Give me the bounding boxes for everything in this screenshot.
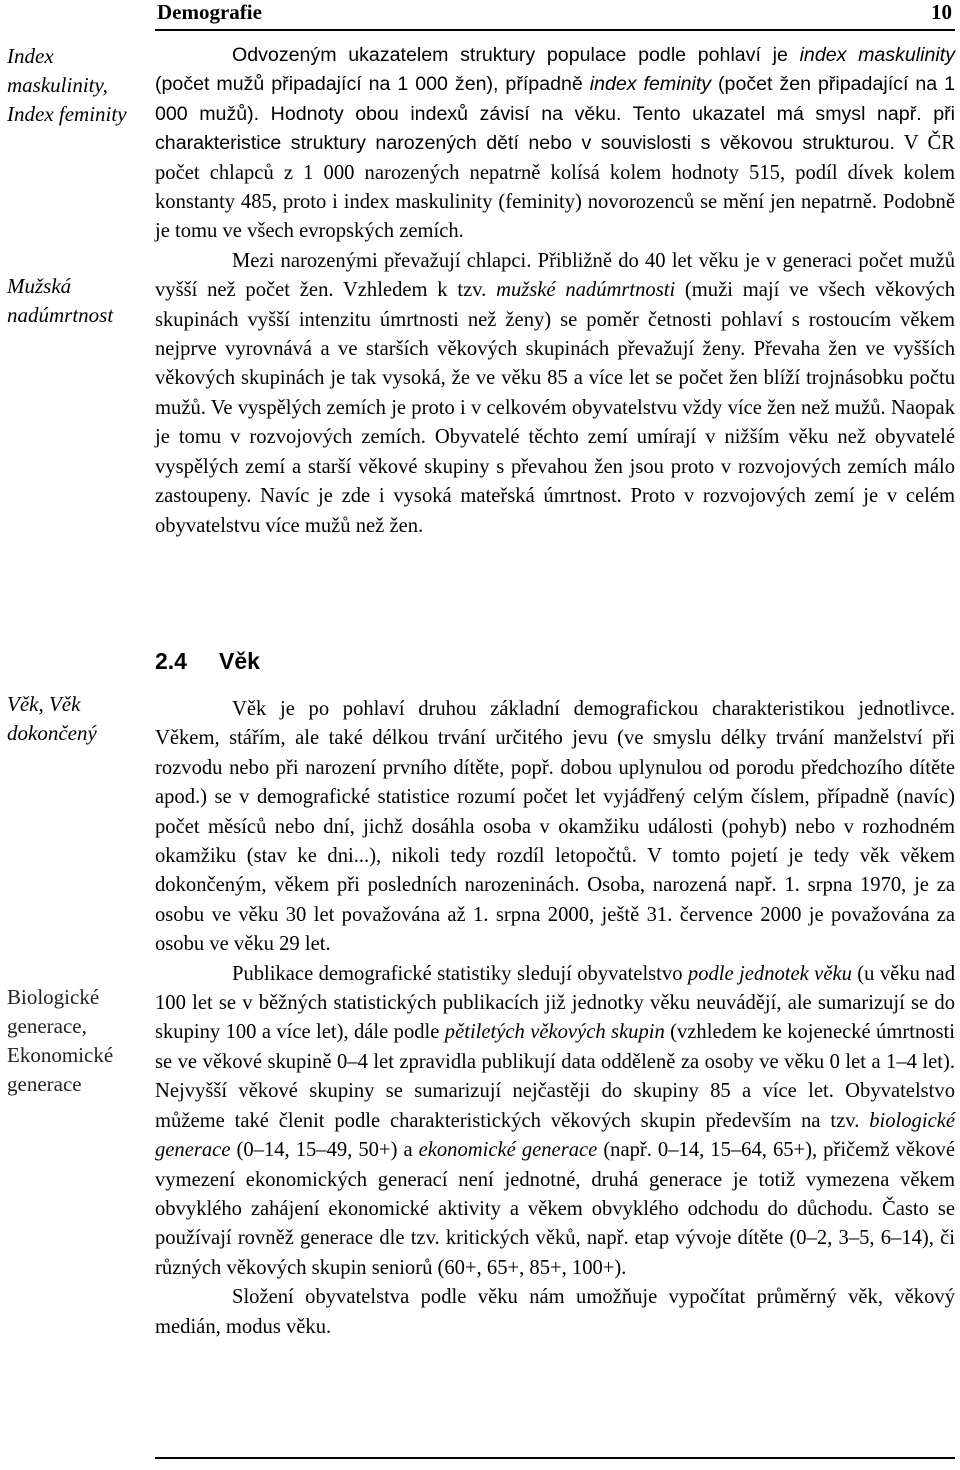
margin-note-age: Věk, Věk dokončený: [7, 692, 97, 745]
header-rule: [155, 29, 955, 31]
section-title: Věk: [219, 648, 260, 674]
paragraph: Odvozeným ukazatelem struktury populace podle pohlaví je index maskulinity (počet mužů připadající na 1 000 žen), případně index feminity (počet žen připadající na 1 000 mužů). Hodnoty obou indexů závisí na věku. Tento ukazatel má smysl např. při charakteristice struktury narozených dětí nebo v souvislosti s věkovou strukturou. V ČR počet chlapců z 1 000 narozených nepatrně kolísá kolem hodnoty 515, podíl dívek kolem konstanty 485, proto i index maskulinity (feminity) novorozenců se mění jen nepatrně. Podobně je tomu ve všech evropských zemích.: [155, 44, 955, 243]
term-five-year-groups: pětiletých věkových skupin: [444, 1021, 665, 1044]
term-biological-generations: biologické generace: [155, 1109, 955, 1162]
paragraph: Složení obyvatelstva podle věku nám umožňuje vypočítat průměrný věk, věkový medián, modus věku.: [155, 1286, 955, 1338]
paragraph: Publikace demografické statistiky sledují obyvatelstvo podle jednotek věku (u věku nad 100 let se v běžných statistických publikacích již jednotky věku neuvádějí, ale sumarizují se do skupiny 100 a více let), dále podle pětiletých věkových skupin (vzhledem ke kojenecké úmrtnosti se ve věkové skupině 0–4 let zpravidla publikují data odděleně za osoby ve věku 0 let a 1–4 let). Nejvyšší věkové skupiny se sumarizují nejčastěji do skupiny 85 a více let. Obyvatelstvo můžeme také členit podle charakteristických věkových skupin především na tzv. biologické generace (0–14, 15–49, 50+) a ekonomické generace (např. 0–14, 15–64, 65+), přičemž věkové vymezení ekonomických generací není jednotné, druhá generace je totiž vymezena věkem obvyklého zahájení ekonomické aktivity a věkem obvyklého odchodu do důchodu. Často se používají rovněž generace dle tzv. kritických věků, např. etap vývoje dítěte (0–2, 3–5, 6–14), či různých věkových skupin seniorů (60+, 65+, 85+, 100+).: [155, 962, 956, 1279]
margin-note-generations: Biologické generace, Ekonomické generace: [7, 985, 114, 1096]
term-age-units: podle jednotek věku: [687, 962, 852, 985]
term-male-mortality: mužské nadúmrtnosti: [496, 279, 676, 302]
section-number: 2.4: [155, 648, 187, 674]
section-1-body: [155, 41, 955, 541]
paragraph: Věk je po pohlaví druhou základní demografickou charakteristikou jednotlivce. Věkem, stářím, ale také délkou trvání určitého jevu (ve smyslu délky trvání manželství při rozvodu nebo při narození prvního dítěte, popř. dobou uplynulou od porodu předchozího dítěte apod.) se v demografické statistice rozumí počet let vyjádřený celým číslem, případně (navíc) počet měsíců nebo dní, jichž dosáhla osoba v okamžiku události (pohyb) nebo v rozhodném okamžiku (stav ke dni...), nikoli tedy rozdíl letopočtů. V tomto pojetí je tedy věk věkem dokončeným, věkem při posledních narozeninách. Osoba, narozená např. 1. srpna 1970, je za osobu ve věku 30 let považována až 1. srpna 2000, ještě 31. července 2000 je považována za osobu ve věku 29 let.: [155, 698, 955, 956]
term-index-feminity: index feminity: [589, 73, 712, 96]
section-heading: [155, 648, 260, 675]
margin-note-mortality: Mužská nadúmrtnost: [7, 274, 114, 327]
paragraph: Mezi narozenými převažují chlapci. Přibližně do 40 let věku je v generaci počet mužů vyšší než počet žen. Vzhledem k tzv. mužské nadúmrtnosti (muži mají ve všech věkových skupinách vyšší intenzitu úmrtnosti než ženy) se poměr četnosti pohlaví s rostoucím věkem nejprve vyrovnává a ve starších věkových skupinách převažují ženy. Převaha žen ve vyšších věkových skupinách je tak vysoká, že ve věku 85 a více let se počet žen blíží trojnásobku počtu mužů. Ve vyspělých zemích je proto i v celkovém obyvatelstvu vždy více žen než mužů. Naopak je tomu v rozvojových zemích. Obyvatelé těchto zemí umírají v nižším věku než obyvatelé vyspělých zemí a starší věkové skupiny s převahou žen jsou proto v rozvojových zemích málo zastoupeny. Navíc je zde i vysoká mateřská úmrtnost. Proto v rozvojových zemí je v celém obyvatelstvu více mužů než žen.: [155, 249, 955, 537]
margin-note-index: Index maskulinity, Index feminity: [7, 44, 127, 126]
footer-rule: [155, 1457, 955, 1459]
section-2-body: [155, 695, 955, 1342]
chapter-title: Demografie: [157, 0, 262, 24]
page-header: [155, 0, 955, 30]
term-economic-generations: ekonomické generace: [418, 1139, 598, 1162]
term-index-maskulinity: index maskulinity: [799, 44, 955, 66]
page-number: 10: [931, 0, 952, 24]
